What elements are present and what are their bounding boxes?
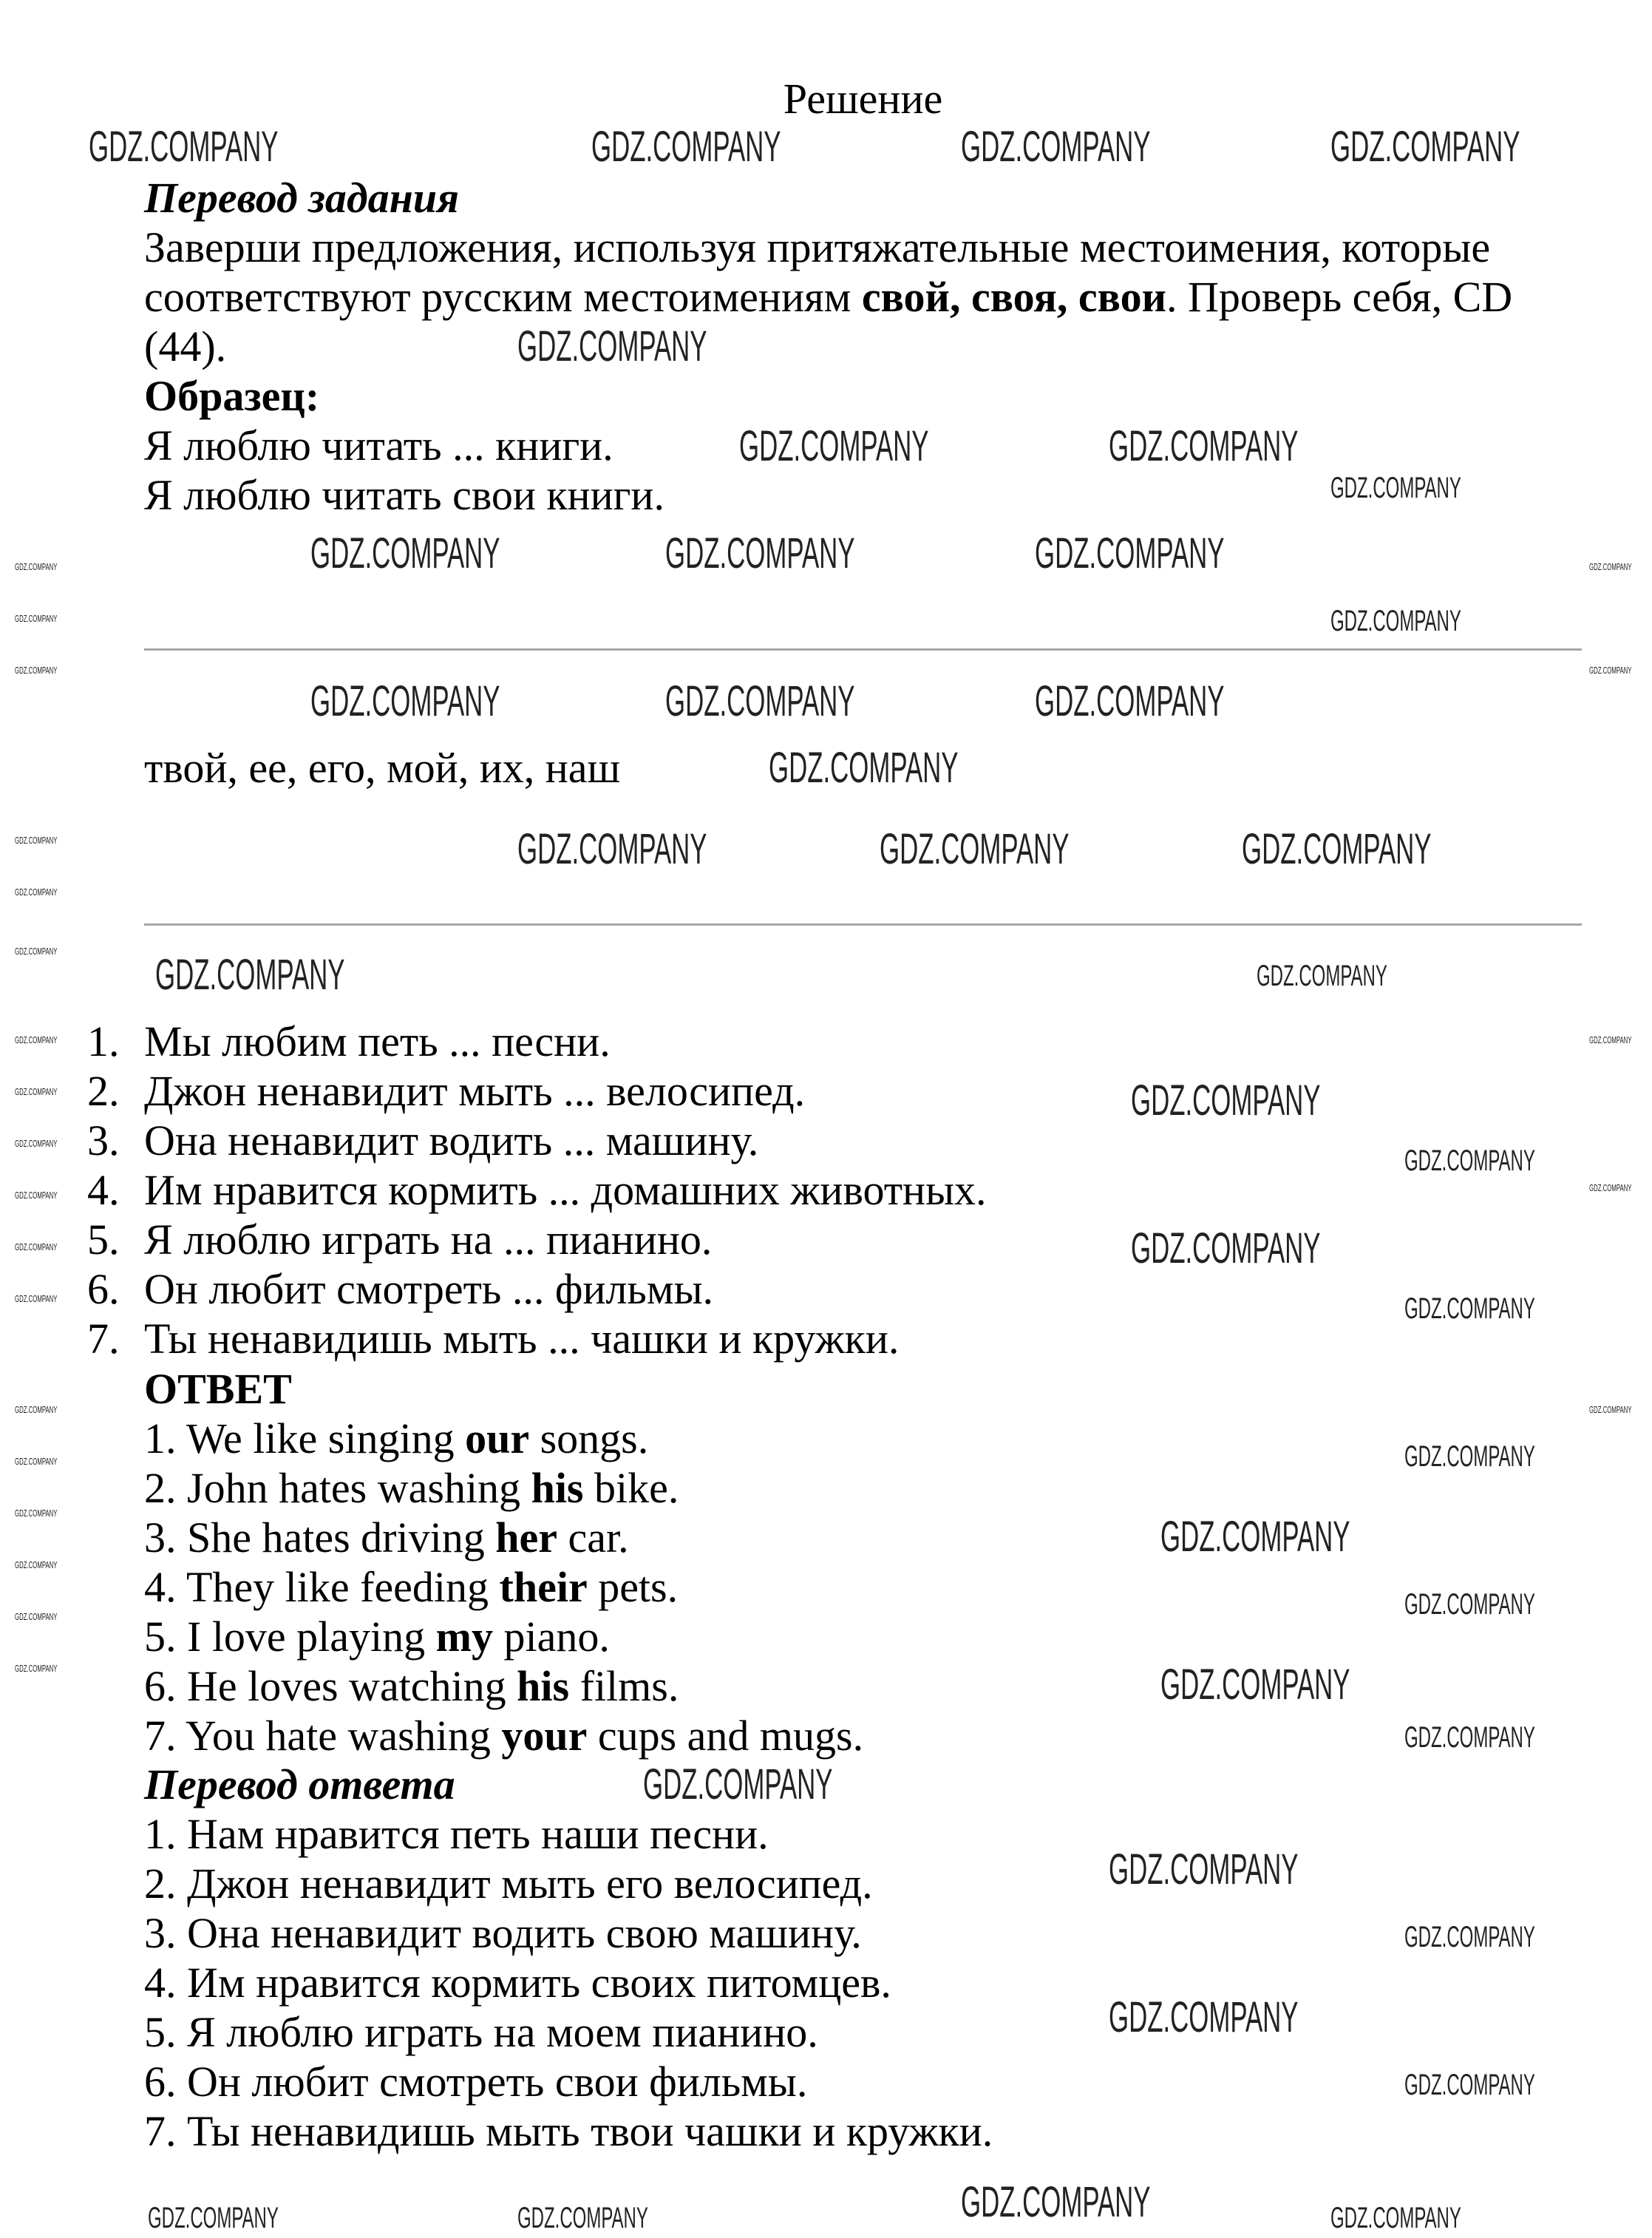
watermark: GDZ.COMPANY [1035,677,1225,725]
watermark: GDZ.COMPANY [1035,529,1225,577]
answer-item [144,1513,629,1562]
watermark: GDZ.COMPANY [1404,1721,1535,1754]
watermark: GDZ.COMPANY [643,1760,833,1808]
answer-text: 2. John hates washing [144,1464,531,1512]
answer-text: 4. They like feeding [144,1563,500,1611]
watermark: GDZ.COMPANY [15,561,58,572]
watermark: GDZ.COMPANY [517,2202,648,2234]
watermark: GDZ.COMPANY [1160,1513,1350,1561]
watermark: GDZ.COMPANY [1109,1845,1299,1893]
task-line [144,272,1512,322]
watermark: GDZ.COMPANY [1330,123,1520,171]
watermark: GDZ.COMPANY [880,825,1070,873]
watermark: GDZ.COMPANY [1109,422,1299,470]
answer-item [144,1562,678,1612]
watermark: GDZ.COMPANY [15,1559,58,1570]
item-number: 2. [87,1067,120,1115]
page-title: Решение [783,75,943,123]
answer-pronoun: your [501,1712,588,1760]
answer-translation-item: 1. Нам нравится петь наши песни. [144,1810,769,1858]
exercise-item [87,1116,759,1165]
answer-heading-text: ОТВЕТ [144,1365,292,1413]
watermark: GDZ.COMPANY [1404,2069,1535,2101]
divider [144,923,1582,926]
watermark: GDZ.COMPANY [665,529,855,577]
item-text: Я люблю играть на ... пианино. [144,1215,713,1264]
watermark: GDZ.COMPANY [1404,1440,1535,1473]
watermark: GDZ.COMPANY [310,529,500,577]
watermark: GDZ.COMPANY [15,835,58,846]
answer-translation-item: 6. Он любит смотреть свои фильмы. [144,2058,808,2106]
answer-item [144,1463,679,1513]
item-number: 6. [87,1265,120,1313]
answer-text: films. [569,1662,679,1710]
word-box: твой, ее, его, мой, их, наш [144,744,621,792]
example-line: Я люблю читать свои книги. [144,471,664,519]
watermark: GDZ.COMPANY [1131,1224,1321,1272]
task-translation-heading [144,173,459,223]
answer-text: 7. You hate washing [144,1712,502,1760]
watermark: GDZ.COMPANY [15,1456,58,1467]
exercise-item [87,1165,987,1215]
watermark: GDZ.COMPANY [1404,1921,1535,1953]
watermark: GDZ.COMPANY [665,677,855,725]
task-translation-heading-text: Перевод задания [144,174,459,222]
watermark: GDZ.COMPANY [15,613,58,624]
item-text: Он любит смотреть ... фильмы. [144,1265,714,1313]
watermark: GDZ.COMPANY [1404,1588,1535,1621]
answer-text: cups and mugs. [587,1712,864,1760]
watermark: GDZ.COMPANY [591,123,781,171]
item-text: Ты ненавидишь мыть ... чашки и кружки. [144,1315,900,1363]
answer-translation-item: 3. Она ненавидит водить свою машину. [144,1909,862,1957]
item-number: 4. [87,1166,120,1214]
item-number: 5. [87,1215,120,1264]
exercise-item [87,1314,900,1363]
watermark: GDZ.COMPANY [1160,1661,1350,1709]
watermark: GDZ.COMPANY [961,123,1151,171]
divider [144,648,1582,651]
exercise-item [87,1066,806,1116]
watermark: GDZ.COMPANY [1589,561,1632,572]
watermark: GDZ.COMPANY [1589,1404,1632,1415]
answer-translation-heading-text: Перевод ответа [144,1760,455,1808]
watermark: GDZ.COMPANY [15,1663,58,1674]
watermark: GDZ.COMPANY [15,946,58,957]
answer-text: pets. [587,1563,679,1611]
item-text: Джон ненавидит мыть ... велосипед. [144,1067,806,1115]
watermark: GDZ.COMPANY [1242,825,1432,873]
watermark: GDZ.COMPANY [89,123,279,171]
answer-text: 5. I love playing [144,1613,436,1661]
watermark: GDZ.COMPANY [1257,960,1387,992]
answer-item [144,1661,679,1711]
item-number: 1. [87,1017,120,1065]
watermark: GDZ.COMPANY [1589,665,1632,676]
exercise-item [87,1264,714,1314]
watermark: GDZ.COMPANY [1589,1034,1632,1045]
answer-pronoun: their [499,1563,588,1611]
watermark: GDZ.COMPANY [310,677,500,725]
watermark: GDZ.COMPANY [1330,2202,1461,2234]
watermark: GDZ.COMPANY [1404,1145,1535,1177]
watermark: GDZ.COMPANY [517,322,707,370]
task-line: (44). [144,322,227,370]
answer-text: songs. [529,1414,649,1462]
item-text: Им нравится кормить ... домашних животных. [144,1166,987,1214]
watermark: GDZ.COMPANY [148,2202,279,2234]
answer-translation-item: 5. Я люблю играть на моем пианино. [144,2008,818,2056]
answer-text: 1. We like singing [144,1414,466,1462]
watermark: GDZ.COMPANY [961,2178,1151,2226]
answer-heading [144,1364,292,1414]
watermark: GDZ.COMPANY [769,744,959,792]
example-line: Я люблю читать ... книги. [144,421,613,469]
answer-text: car. [557,1513,629,1561]
watermark: GDZ.COMPANY [15,665,58,676]
watermark: GDZ.COMPANY [15,1190,58,1201]
task-line: Заверши предложения, используя притяжательные местоимения, которые [144,223,1491,271]
task-line-text: соответствуют русским местоимениям [144,273,862,321]
item-number: 3. [87,1116,120,1164]
watermark: GDZ.COMPANY [15,1138,58,1149]
answer-translation-item: 7. Ты ненавидишь мыть твои чашки и кружки. [144,2107,993,2155]
watermark: GDZ.COMPANY [739,422,929,470]
example-heading-text: Образец: [144,372,320,420]
item-number: 7. [87,1315,120,1363]
answer-text: bike. [583,1464,679,1512]
example-heading [144,371,319,421]
answer-translation-item: 2. Джон ненавидит мыть его велосипед. [144,1859,873,1908]
task-line-bold: свой, своя, свои [861,273,1167,321]
answer-item [144,1612,610,1661]
task-line-text: . Проверь себя, CD [1166,273,1513,321]
watermark: GDZ.COMPANY [1109,1993,1299,2041]
watermark: GDZ.COMPANY [1131,1076,1321,1125]
item-text: Она ненавидит водить ... машину. [144,1116,759,1164]
answer-pronoun: her [495,1513,557,1561]
watermark: GDZ.COMPANY [15,1611,58,1622]
watermark: GDZ.COMPANY [517,825,707,873]
watermark: GDZ.COMPANY [15,886,58,898]
watermark: GDZ.COMPANY [1404,1292,1535,1325]
answer-pronoun: my [435,1613,493,1661]
answer-item [144,1414,648,1463]
watermark: GDZ.COMPANY [1330,472,1461,504]
answer-text: 3. She hates driving [144,1513,496,1561]
watermark: GDZ.COMPANY [1589,1182,1632,1193]
watermark: GDZ.COMPANY [15,1086,58,1097]
answer-pronoun: our [465,1414,530,1462]
watermark: GDZ.COMPANY [15,1241,58,1252]
exercise-item [87,1215,713,1264]
answer-text: 6. He loves watching [144,1662,517,1710]
answer-text: piano. [492,1613,610,1661]
answer-translation-item: 4. Им нравится кормить своих питомцев. [144,1959,891,2007]
item-text: Мы любим петь ... песни. [144,1017,611,1065]
answer-translation-heading [144,1760,455,1809]
answer-pronoun: his [517,1662,570,1710]
watermark: GDZ.COMPANY [15,1404,58,1415]
watermark: GDZ.COMPANY [1330,605,1461,637]
watermark: GDZ.COMPANY [15,1293,58,1304]
watermark: GDZ.COMPANY [15,1034,58,1045]
answer-item [144,1711,863,1760]
exercise-item [87,1017,611,1066]
watermark: GDZ.COMPANY [155,951,345,999]
watermark: GDZ.COMPANY [15,1508,58,1519]
answer-pronoun: his [531,1464,584,1512]
